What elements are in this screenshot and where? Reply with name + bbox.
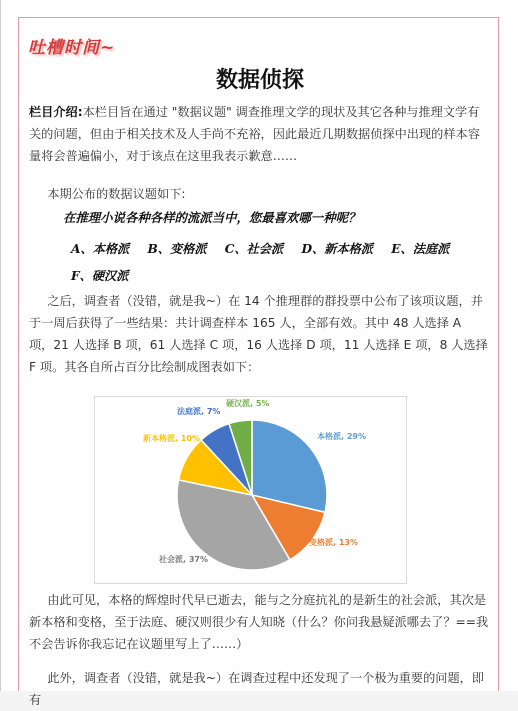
option-b: B、变格派 bbox=[147, 242, 207, 256]
pie-label-1: 本格派, 29% bbox=[317, 432, 366, 441]
survey-question: 在推理小说各种各样的流派当中，您最喜欢哪一种呢？ bbox=[63, 210, 361, 225]
pie-chart-svg bbox=[95, 397, 408, 585]
option-d: D、新本格派 bbox=[301, 242, 373, 256]
conclusion-text: 由此可见，本格的辉煌时代早已逝去，能与之分庭抗礼的是新生的社会派，其次是新本格和变格，至于法庭、硬汉则很少有人知晓（什么？你问我悬疑派哪去了？==我不会告诉你我忘记在议题里写上了……） bbox=[29, 593, 489, 651]
pie-label-3: 社会派, 37% bbox=[159, 555, 208, 564]
period-intro-text: 本期公布的数据议题如下: bbox=[47, 187, 186, 201]
survey-text: 之后，调查者（没错，就是我~）在 14 个推理群的群投票中公布了该项议题，并于一周后获得了一些结果：共计调查样本 165 人，全部有效。其中 48 人选择 A 项，21 人选择 B 项，61 人选择 C 项，16 人选择 D 项，11 人选择 E 项，8 人选择 F 项。其各自所占百分比绘制成图表如下： bbox=[29, 294, 488, 374]
next-paragraph bbox=[29, 667, 489, 711]
pie-label-2: 变格派, 13% bbox=[309, 538, 358, 547]
survey-paragraph bbox=[29, 290, 489, 378]
option-list bbox=[71, 236, 491, 290]
period-intro bbox=[29, 183, 489, 205]
page-title: 数据侦探 bbox=[215, 68, 304, 93]
pie-label-6: 硬汉派, 5% bbox=[226, 399, 270, 408]
pie-label-5: 法庭派, 7% bbox=[177, 407, 221, 416]
next-text: 此外，调查者（没错，就是我~）在调查过程中还发现了一个极为重要的问题，即有 bbox=[29, 671, 485, 707]
option-a: A、本格派 bbox=[71, 242, 130, 256]
intro-text: 本栏目旨在通过 "数据议题" 调查推理文学的现状及其它各种与推理文学有关的问题，但由于相关技术及人手尚不充裕，因此最近几期数据侦探中出现的样本容量将会普遍偏小，对于该点在这里我表示歉意…… bbox=[29, 105, 480, 163]
option-c: C、社会派 bbox=[224, 242, 284, 256]
pie-chart bbox=[94, 396, 407, 584]
option-f: F、硬汉派 bbox=[71, 269, 129, 283]
column-banner: 吐槽时间~ bbox=[28, 38, 116, 58]
intro-paragraph bbox=[29, 101, 489, 167]
intro-label: 栏目介绍: bbox=[29, 105, 83, 119]
pie-label-4: 新本格派, 10% bbox=[143, 434, 200, 443]
option-e: E、法庭派 bbox=[391, 242, 450, 256]
conclusion-paragraph bbox=[29, 589, 489, 655]
